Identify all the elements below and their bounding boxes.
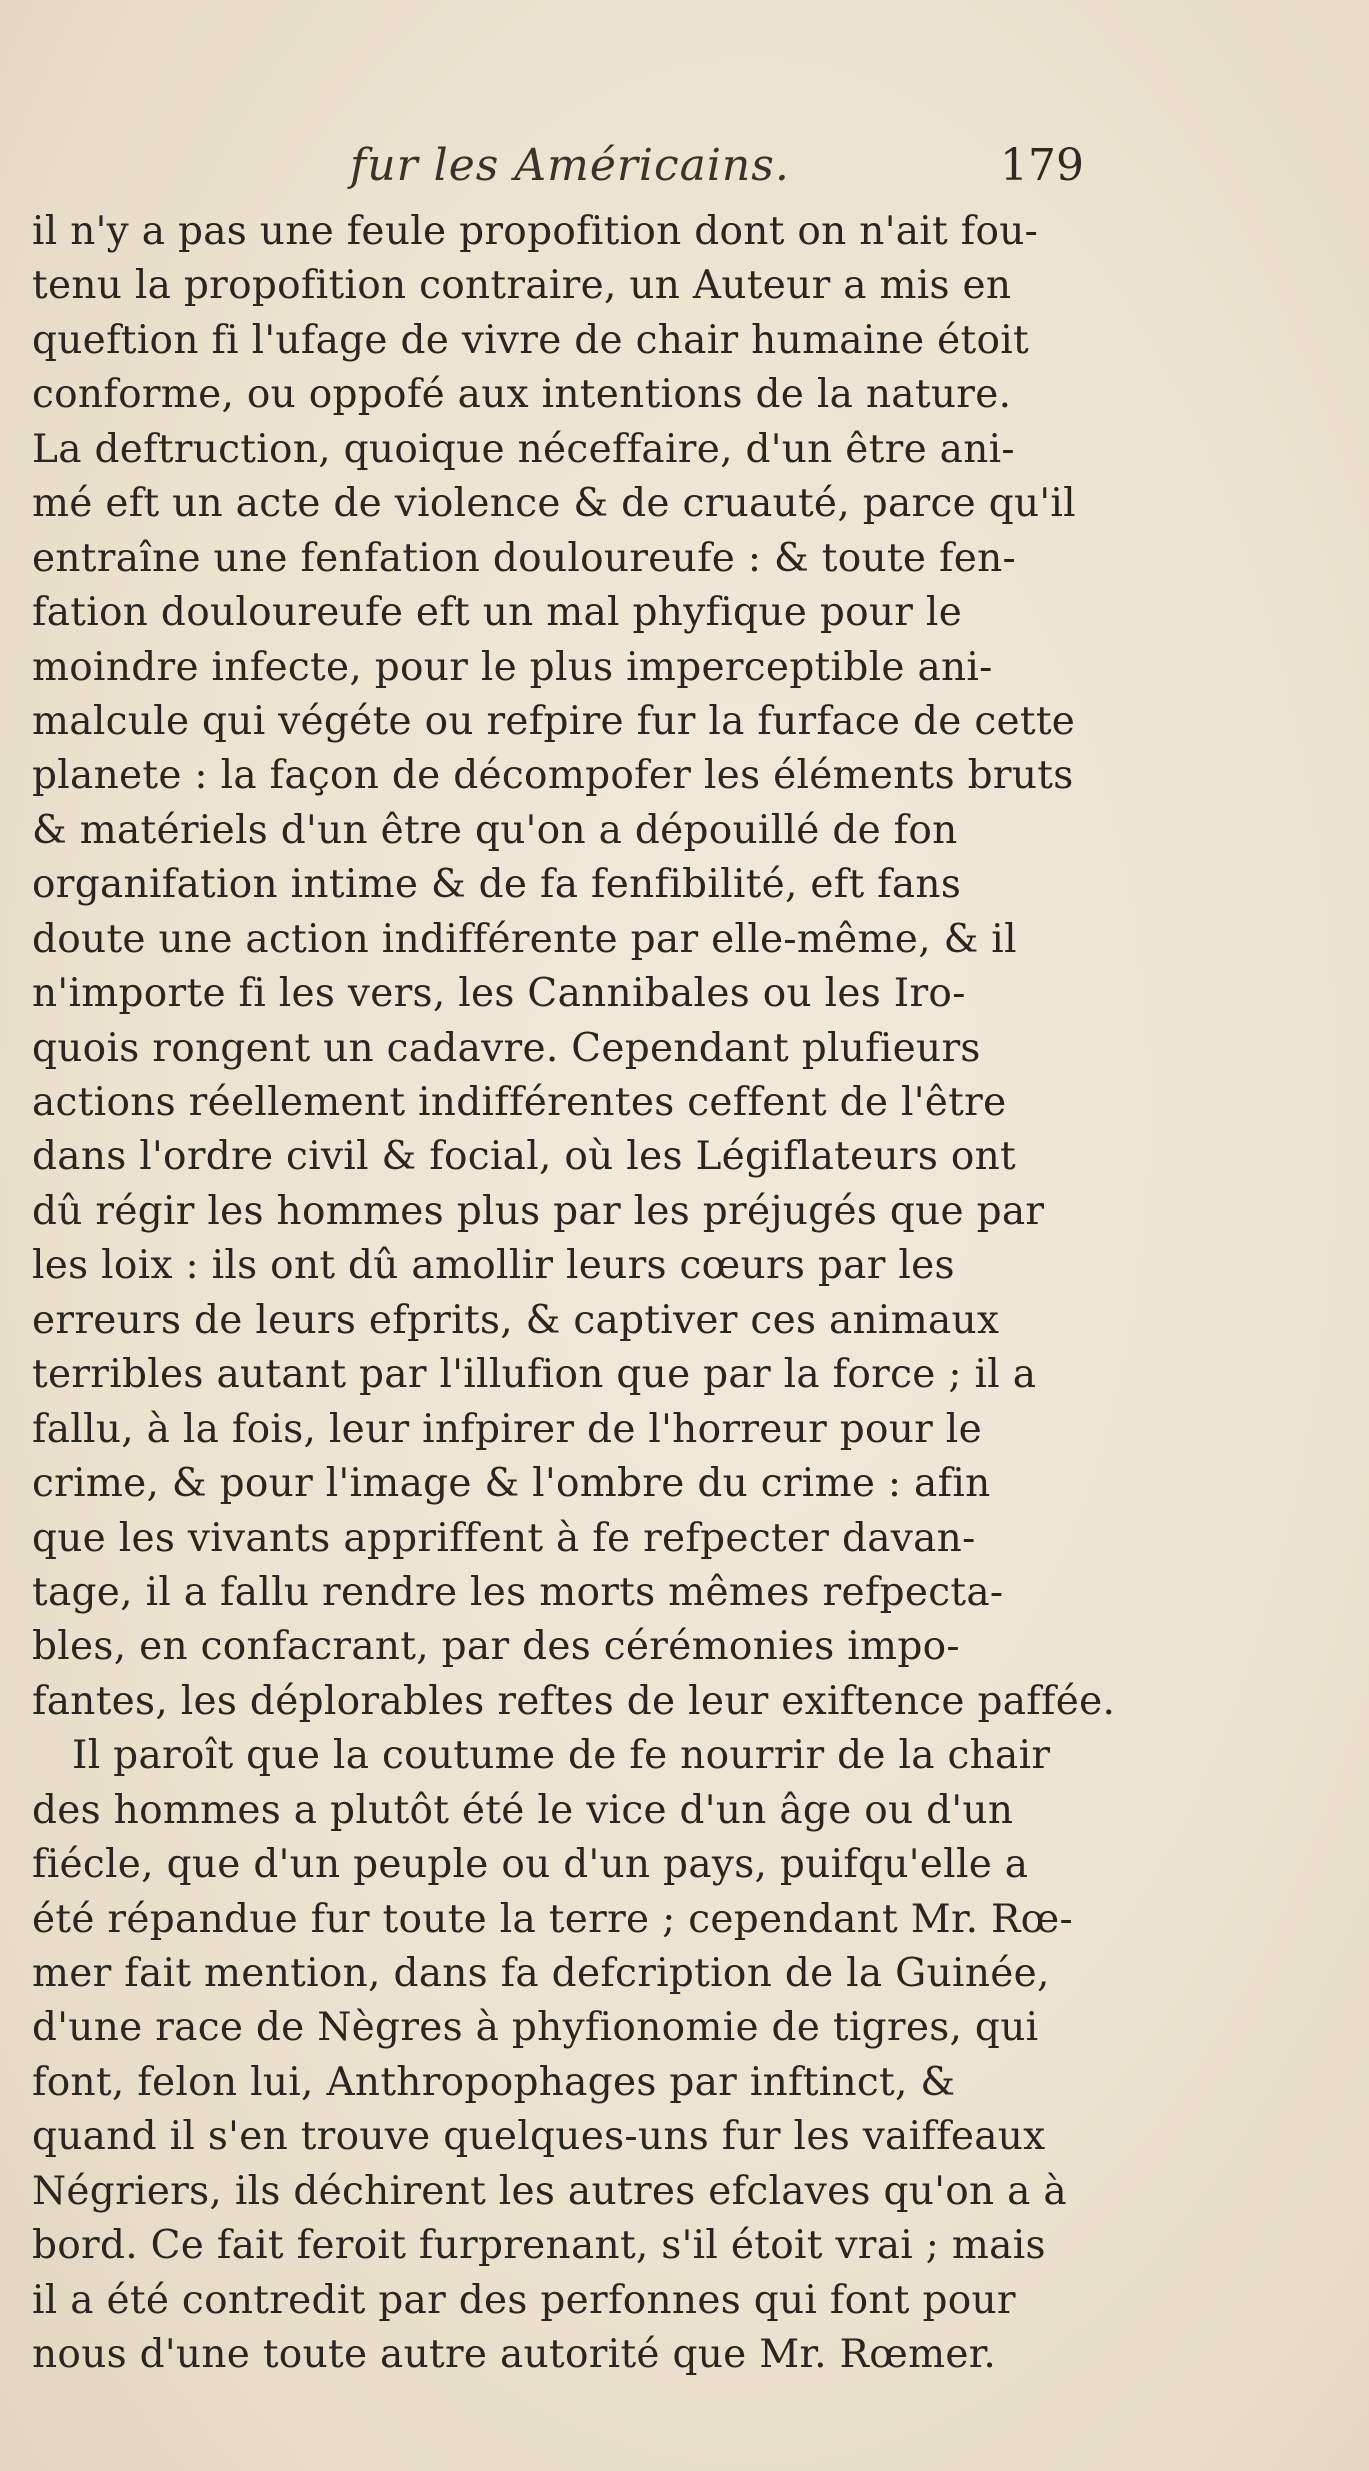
text-line: tage, il a fallu rendre les morts mêmes refpecta- (32, 1569, 1004, 1615)
paragraph-start-line: Il paroît que la coutume de fe nourrir de la chair (72, 1733, 1051, 1779)
text-line: fiécle, que d'un peuple ou d'un pays, puifqu'elle a (32, 1842, 1029, 1888)
text-line: mé eft un acte de violence & de cruauté, parce qu'il (32, 481, 1076, 527)
text-line: fantes, les déplorables reftes de leur exiftence paffée. (32, 1678, 1116, 1724)
text-line: erreurs de leurs efprits, & captiver ces animaux (32, 1297, 1000, 1343)
text-line: planete : la façon de décompofer les éléments bruts (32, 753, 1074, 799)
text-line: queftion fi l'ufage de vivre de chair humaine étoit (32, 317, 1029, 363)
text-line: quois rongent un cadavre. Cependant plufieurs (32, 1025, 981, 1071)
page-number: 179 (1000, 140, 1084, 191)
page-header (0, 140, 1369, 210)
text-line: crime, & pour l'image & l'ombre du crime : afin (32, 1461, 991, 1507)
text-line: quand il s'en trouve quelques-uns fur les vaiffeaux (32, 2114, 1046, 2160)
text-line: bord. Ce fait feroit furprenant, s'il étoit vrai ; mais (32, 2223, 1046, 2269)
text-line: La deftruction, quoique néceffaire, d'un être ani- (32, 426, 1015, 472)
text-line: moindre infecte, pour le plus imperceptible ani- (32, 644, 993, 690)
text-line: fallu, à la fois, leur infpirer de l'horreur pour le (32, 1406, 982, 1452)
text-line: malcule qui végéte ou refpire fur la furface de cette (32, 698, 1076, 744)
text-line: n'importe fi les vers, les Cannibales ou les Iro- (32, 971, 966, 1017)
body-text (32, 205, 1342, 2383)
text-line: organifation intime & de fa fenfibilité, eft fans (32, 862, 962, 908)
text-line: bles, en confacrant, par des cérémonies impo- (32, 1624, 960, 1670)
text-line: des hommes a plutôt été le vice d'un âge ou d'un (32, 1787, 1014, 1833)
text-line: fation douloureufe eft un mal phyfique pour le (32, 590, 963, 636)
text-line: Négriers, ils déchirent les autres efclaves qu'on a à (32, 2168, 1067, 2214)
running-head: fur les Américains. (350, 140, 790, 191)
text-line: entraîne une fenfation douloureufe : & toute fen- (32, 535, 1016, 581)
text-line: il n'y a pas une feule propofition dont on n'ait fou- (32, 209, 1039, 254)
text-line: & matériels d'un être qu'on a dépouillé de fon (32, 807, 958, 853)
text-line: les loix : ils ont dû amollir leurs cœurs par les (32, 1243, 955, 1289)
text-line: nous d'une toute autre autorité que Mr. Rœmer. (32, 2332, 997, 2378)
text-line: que les vivants appriffent à fe refpecter davan- (32, 1515, 976, 1561)
text-line: d'une race de Nègres à phyfionomie de tigres, qui (32, 2005, 1039, 2051)
text-line: doute une action indifférente par elle-même, & il (32, 916, 1017, 962)
text-line: mer fait mention, dans fa defcription de la Guinée, (32, 1951, 1050, 1996)
text-line: actions réellement indifférentes ceffent de l'être (32, 1080, 1007, 1125)
text-line: font, felon lui, Anthropophages par inftinct, & (32, 2059, 956, 2105)
text-line: il a été contredit par des perfonnes qui font pour (32, 2277, 1016, 2323)
text-line: dans l'ordre civil & focial, où les Légiflateurs ont (32, 1134, 1017, 1180)
text-line: terribles autant par l'illufion que par la force ; il a (32, 1352, 1037, 1398)
text-line: conforme, ou oppofé aux intentions de la nature. (32, 372, 1012, 418)
text-line: tenu la propofition contraire, un Auteur a mis en (32, 263, 1012, 309)
text-line: été répandue fur toute la terre ; cependant Mr. Rœ- (32, 1896, 1074, 1942)
text-line: dû régir les hommes plus par les préjugés que par (32, 1188, 1045, 1234)
